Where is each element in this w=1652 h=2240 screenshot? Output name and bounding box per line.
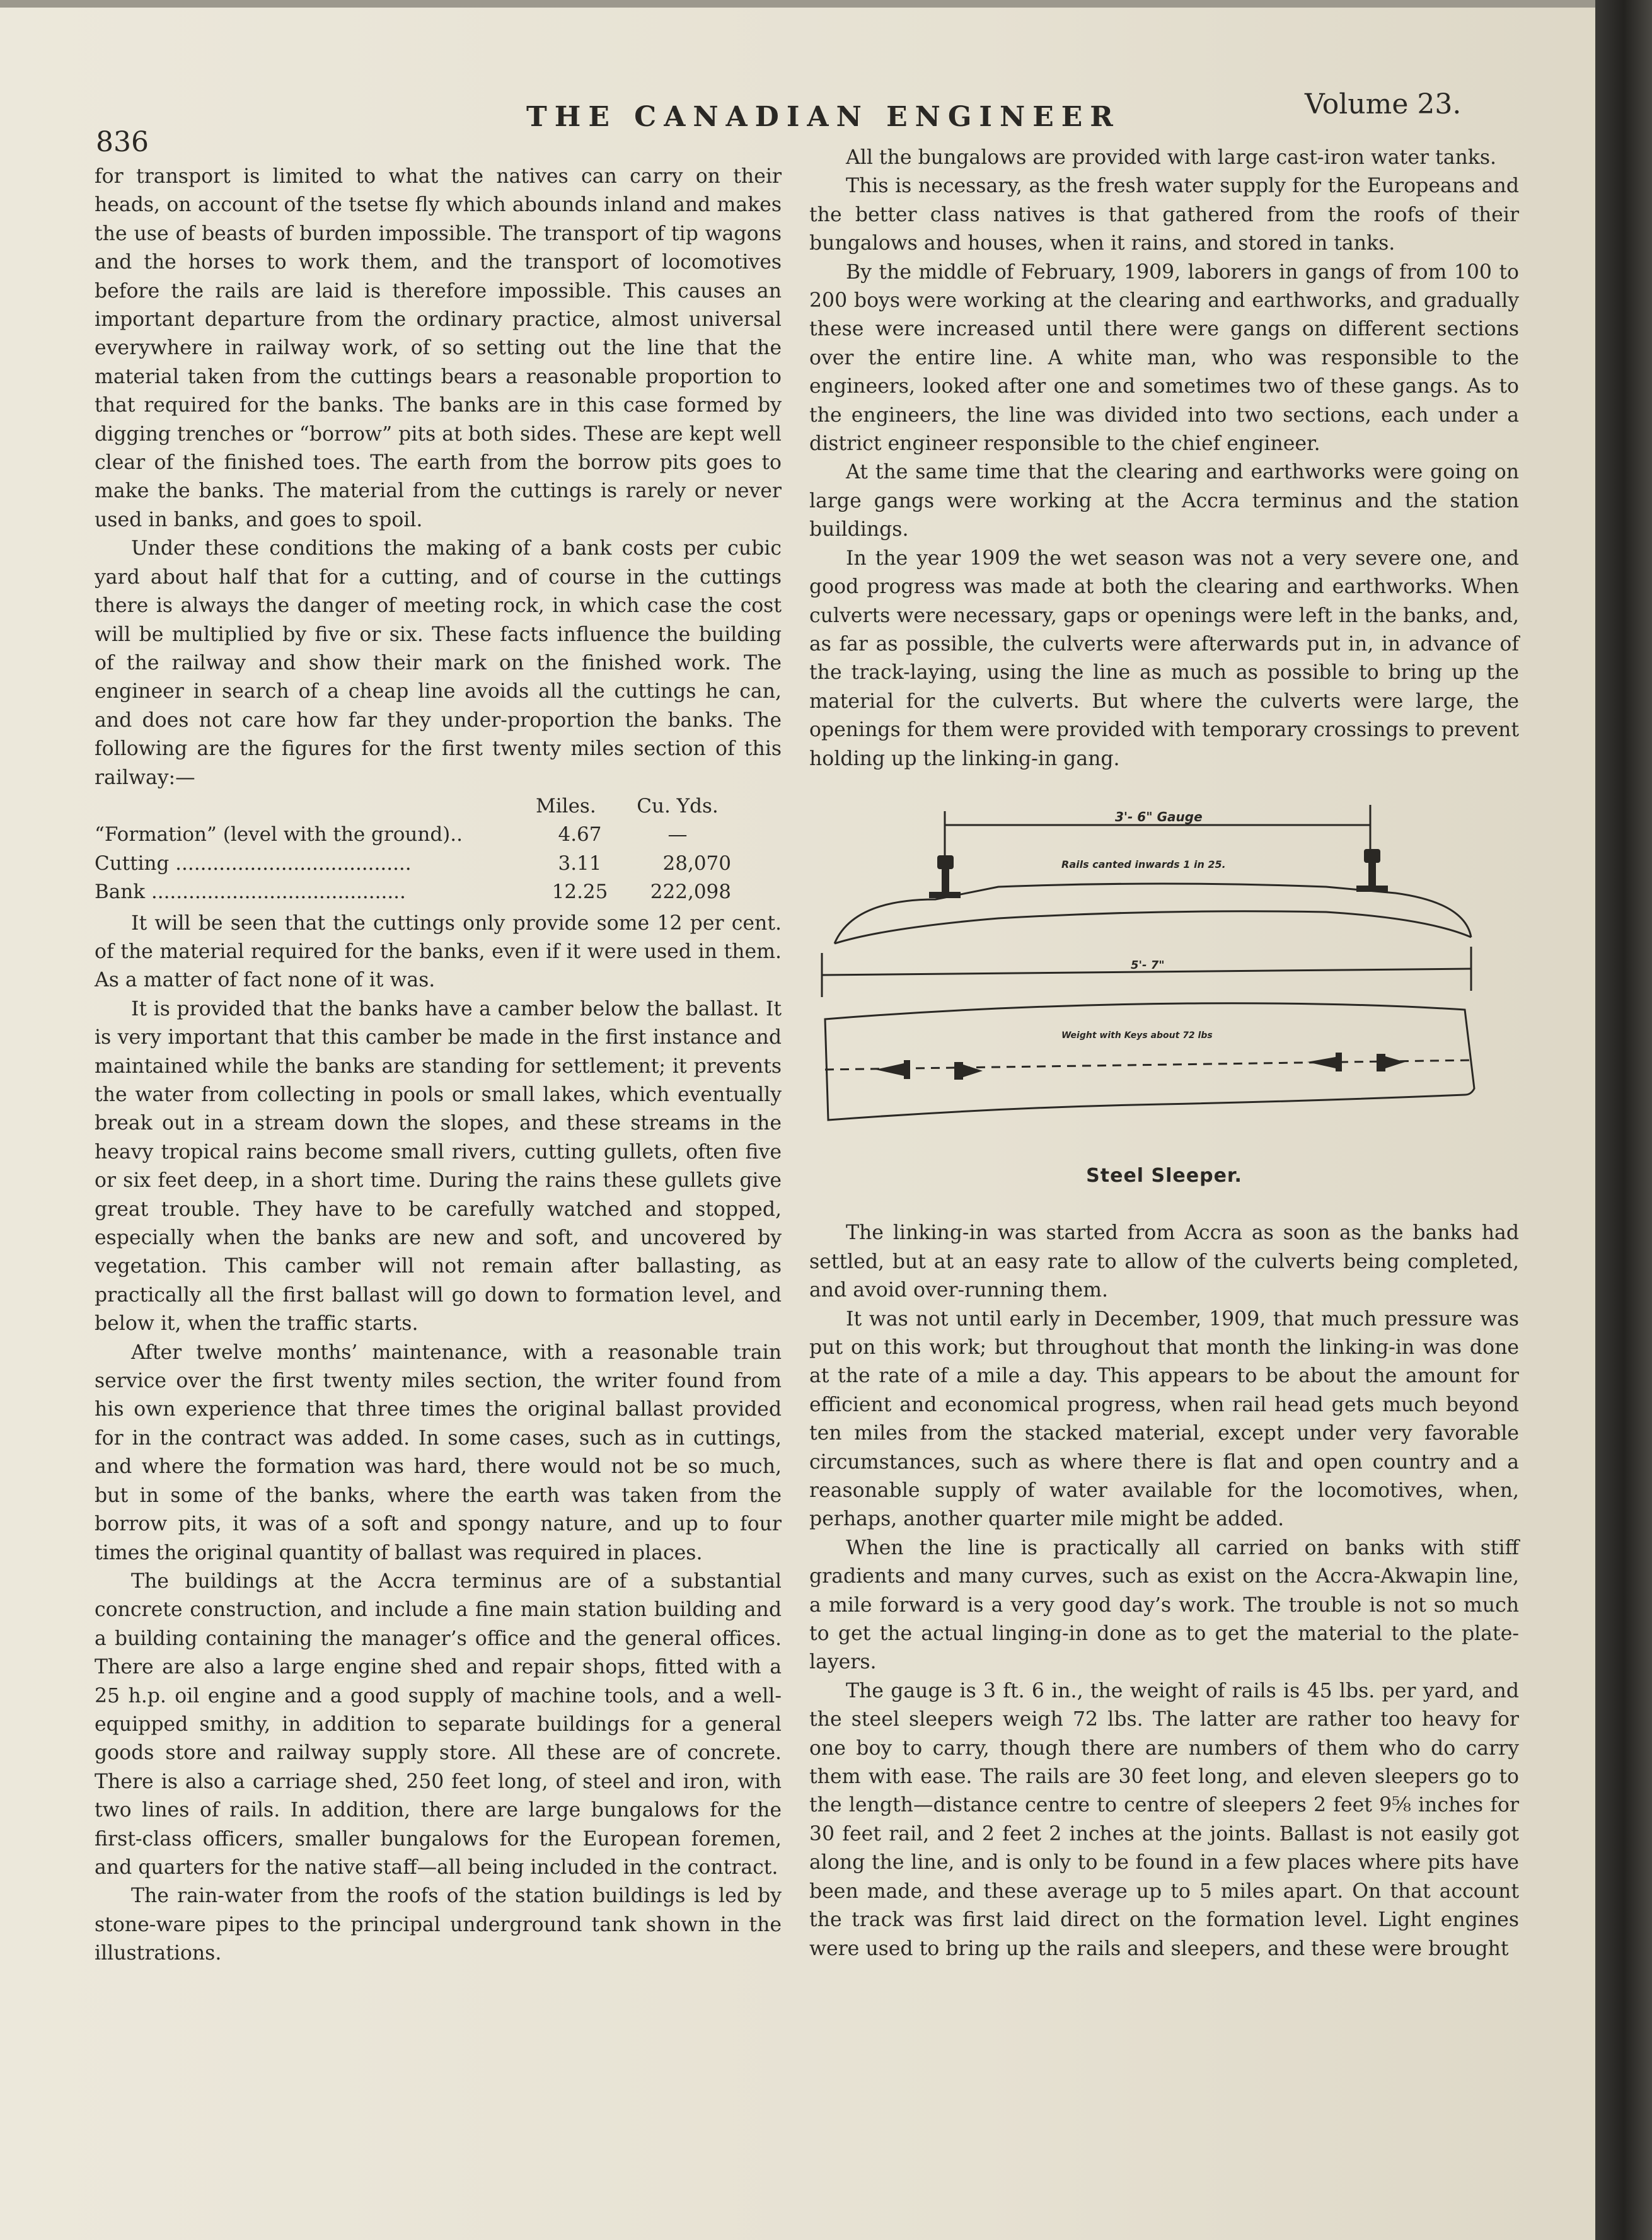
row-miles: 4.67 bbox=[558, 823, 602, 846]
paragraph: When the line is practically all carried on banks with stiff gradients and many curves, such as exist on the Accra-Akwapin line, a mile forward is a very good day’s work. The trouble is not so much to get the actual linging-in done as to get the material to the plate-layers. bbox=[809, 1536, 1519, 1674]
key-1-block bbox=[904, 1060, 910, 1079]
table-header-miles: Miles. bbox=[536, 794, 596, 817]
paragraph: The buildings at the Accra terminus are of a substantial concrete construction, and include a fine main station building and a building containing the manager’s office and the general offices. There are also a large engine shed and repair shops, fitted with a 25 h.p. oil engine and a good supply of machine tools, and a well-equipped smithy, in addition to separate buildings for a general goods store and railway supply store. All these are of concrete. There is also a carriage shed, 250 feet long, of steel and iron, with two lines of rails. In addition, there are large bungalows for the first-class officers, smaller bungalows for the European foremen, and quarters for the native staff—all being included in the contract. bbox=[95, 1569, 782, 1879]
rails bbox=[929, 849, 1388, 898]
paragraph: It will be seen that the cuttings only provide some 12 per cent. of the material required for the banks, even if it were used in them. As a matter of fact none of it was. bbox=[95, 911, 782, 992]
row-miles: 3.11 bbox=[558, 852, 602, 875]
rail-head-left bbox=[937, 855, 954, 869]
row-yds: 28,070 bbox=[662, 852, 731, 875]
table-row bbox=[95, 878, 731, 906]
table-row bbox=[95, 850, 731, 878]
paragraph: By the middle of February, 1909, laborers in gangs of from 100 to 200 boys were working at the clearing and earthworks, and gradually these were increased until there were gangs on different sections over the entire line. A white man, who was responsible to the engineers, looked after one and sometimes two of these gangs. As to the engineers, the line was divided into two sections, each under a district engineer responsible to the chief engineer. bbox=[809, 260, 1519, 456]
rail-head-right bbox=[1364, 849, 1380, 863]
table-header-row bbox=[95, 792, 731, 821]
weight-label: Weight with Keys about 72 lbs bbox=[1061, 1030, 1213, 1041]
key-3 bbox=[1307, 1057, 1336, 1068]
key-1 bbox=[875, 1063, 904, 1076]
paragraph: It was not until early in December, 1909, that much pressure was put on this work; but throughout that month the linking-in was done at the rate of a mile a day. This appears to be about the amount for efficient and economical progress, when rail head gets much beyond ten miles from the stacked material, except under very favorable circumstances, such as where there is flat and open country and a reasonable supply of water available for the locomotives, when, perhaps, another quarter mile might be added. bbox=[809, 1307, 1519, 1531]
paragraph: The linking-in was started from Accra as soon as the banks had settled, but at an easy rate to allow of the culverts being completed, and avoid over-running them. bbox=[809, 1221, 1519, 1302]
cant-label: Rails canted inwards 1 in 25. bbox=[1061, 858, 1226, 870]
row-miles: 12.25 bbox=[552, 880, 608, 904]
paragraph: In the year 1909 the wet season was not a very severe one, and good progress was made at both the clearing and earthworks. When culverts were necessary, gaps or openings were left in the banks, and, as far as possible, the culverts were afterwards put in, in advance of the track-laying, using the line as much as possible to bring up the material for the culverts. But where the culverts were large, the openings for them were provided with temporary crossings to prevent holding up the linking-in gang. bbox=[809, 546, 1519, 770]
paragraph: The rain-water from the roofs of the station buildings is led by stone-ware pipes to the principal underground tank shown in the illustrations. bbox=[95, 1885, 782, 1965]
page-number: 836 bbox=[96, 126, 149, 158]
key-4-block bbox=[1377, 1054, 1385, 1071]
table-header-yds: Cu. Yds. bbox=[637, 794, 719, 817]
steel-sleeper-figure bbox=[809, 792, 1519, 1158]
paragraph: This is necessary, as the fresh water supply for the Europeans and the better class natives is that gathered from the roofs of their bungalows and houses, when it rains, and stored in tanks. bbox=[809, 175, 1519, 255]
figure-caption: Steel Sleeper. bbox=[1086, 1164, 1242, 1187]
row-yds: — bbox=[667, 823, 688, 846]
volume-label: Volume 23. bbox=[1305, 88, 1462, 120]
book-gutter bbox=[1595, 0, 1652, 2240]
rail-foot-left bbox=[929, 892, 961, 898]
paragraph: All the bungalows are provided with large cast-iron water tanks. bbox=[846, 146, 1497, 169]
paragraph: At the same time that the clearing and earthworks were going on large gangs were working at the Accra terminus and the station buildings. bbox=[809, 461, 1519, 541]
figures-table bbox=[95, 792, 731, 907]
length-label: 5'- 7" bbox=[1131, 958, 1165, 972]
paragraph: The gauge is 3 ft. 6 in., the weight of rails is 45 lbs. per yard, and the steel sleepers weigh 72 lbs. The latter are rather too heavy for one boy to carry, though there are numbers of them who do carry them with ease. The rails are 30 feet long, and eleven sleepers go to the length—distance centre to centre of sleepers 2 feet 9⅝ inches for 30 feet rail, and 2 feet 2 inches at the joints. Ballast is not easily got along the line, and is only to be found in a few places where pits have been made, and these average up to 5 miles apart. On that account the track was first laid direct on the formation level. Light engines were used to bring up the rails and sleepers, and these were brought bbox=[809, 1679, 1519, 1960]
row-label: Cutting ...................................... bbox=[95, 852, 412, 875]
keys bbox=[875, 1053, 1405, 1080]
row-label: Bank ......................................... bbox=[95, 880, 406, 904]
rail-web-right bbox=[1368, 862, 1376, 887]
sleeper-under-outline bbox=[835, 911, 1471, 944]
key-4 bbox=[1385, 1056, 1405, 1068]
paragraph: for transport is limited to what the natives can carry on their heads, on account of the tsetse fly which abounds inland and makes the use of beasts of burden impossible. The transport of tip wagons and the horses to work them, and the transport of locomotives before the rails are laid is therefore impossible. This causes an important departure from the ordinary practice, almost universal everywhere in railway work, of so setting out the line that the material taken from the cuttings bears a reasonable proportion to that required for the banks. The banks are in this case formed by digging trenches or “borrow” pits at both sides. These are kept well clear of the finished toes. The earth from the borrow pits goes to make the banks. The material from the cuttings is rarely or never used in banks, and goes to spoil. bbox=[95, 165, 782, 531]
paragraph: Under these conditions the making of a bank costs per cubic yard about half that for a cutting, and of course in the cuttings there is always the danger of meeting rock, in which case the cost will be multiplied by five or six. These facts influence the building of the railway and show their mark on the finished work. The engineer in search of a cheap line avoids all the cuttings he can, and does not care how far they under-proportion the banks. The following are the figures for the first twenty miles section of this railway:— bbox=[95, 537, 782, 789]
rail-web-left bbox=[942, 868, 949, 893]
row-yds: 222,098 bbox=[650, 880, 731, 904]
key-2-block bbox=[954, 1062, 963, 1080]
gauge-label: 3'- 6" Gauge bbox=[1115, 809, 1203, 824]
journal-title: THE CANADIAN ENGINEER bbox=[526, 101, 1121, 133]
right-column bbox=[809, 144, 1519, 1963]
steel-sleeper-drawing bbox=[809, 792, 1519, 1158]
rail-foot-right bbox=[1356, 886, 1388, 892]
left-column bbox=[95, 163, 782, 1968]
paragraph: It is provided that the banks have a camber below the ballast. It is very important that this camber be made in the first instance and maintained while the banks are standing for settlement; it prevents the water from collecting in pools or small lakes, which eventually break out in a stream down the slopes, and these streams in the heavy tropical rains become small rivers, cutting gullets, often five or six feet deep, in a short time. During the rains these gullets give great trouble. They have to be carefully watched and stopped, especially when the banks are new and soft, and uncovered by vegetation. This camber will not remain after ballasting, as practically all the first ballast will go down to formation level, and below it, when the traffic starts. bbox=[95, 997, 782, 1336]
key-3-block bbox=[1336, 1053, 1342, 1071]
paragraph: After twelve months’ maintenance, with a reasonable train service over the first twenty miles section, the writer found from his own experience that three times the original ballast provided for in the contract was added. In some cases, such as in cuttings, and where the formation was hard, there would not be so much, but in some of the banks, where the earth was taken from the borrow pits, it was of a soft and spongy nature, and up to four times the original quantity of ballast was required in places. bbox=[95, 1341, 782, 1564]
top-rule bbox=[0, 0, 1626, 8]
row-label: “Formation” (level with the ground).. bbox=[95, 823, 463, 846]
table-row bbox=[95, 821, 731, 849]
